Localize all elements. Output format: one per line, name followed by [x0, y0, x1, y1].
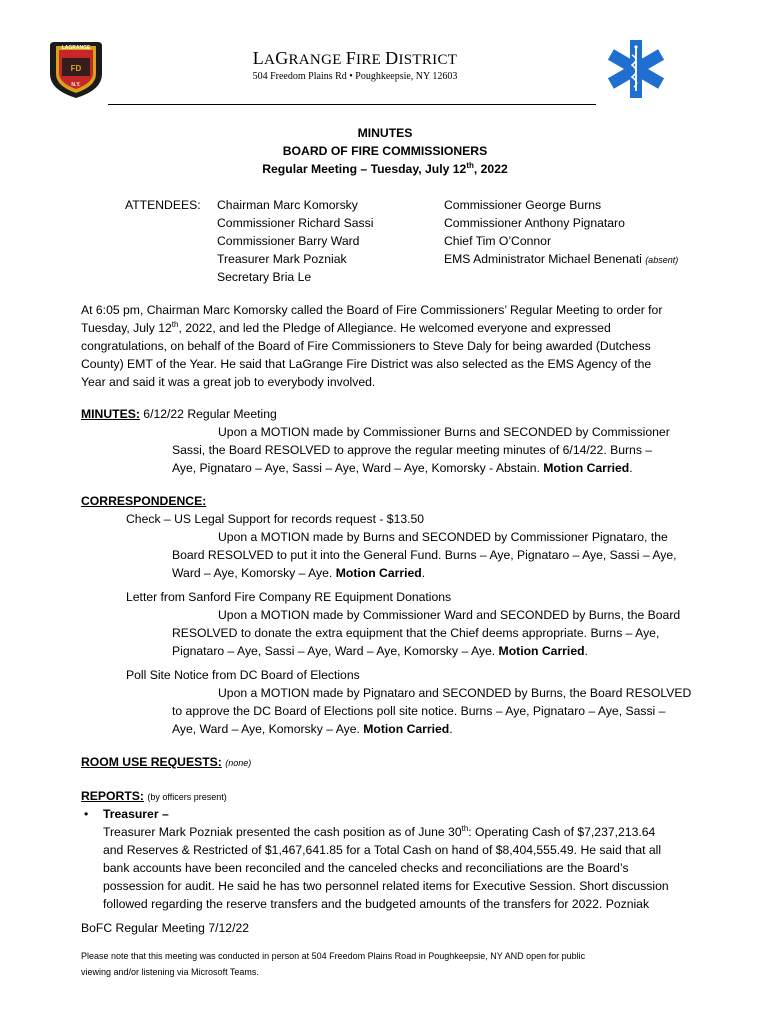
- treasurer-report: Treasurer Mark Pozniak presented the cash position as of June 30th: Operating Cash of $7,237,213.64 and Reserves & Restricted of $1,467,641.85 for a Total Cash on hand of $8,404,555.49. He said that all bank accounts have been reconciled and the canceled checks and reconciliations are the Board’s possession for audit. He said he has two personnel related items for Executive Session. Short discussion followed regarding the reserve transfers and the budgeted amounts of the transfers for 2022. Pozniak: [103, 823, 669, 911]
- attendees-column-2: [444, 196, 744, 269]
- attendees-label: ATTENDEES:: [125, 198, 201, 212]
- motion-text: Upon a MOTION made by Commissioner Burns and SECONDED by Commissioner: [218, 425, 670, 439]
- organization-address: 504 Freedom Plains Rd • Poughkeepsie, NY 12603: [252, 71, 458, 82]
- motion-carried: Motion Carried: [335, 566, 422, 580]
- attendee: Treasurer Mark Pozniak: [217, 252, 347, 266]
- motion-carried: Motion Carried: [498, 644, 585, 658]
- attendee: Chairman Marc Komorsky: [217, 198, 358, 212]
- attendee: Commissioner George Burns: [444, 198, 602, 212]
- bullet-icon: •: [84, 807, 89, 821]
- attendee: Commissioner Barry Ward: [217, 234, 360, 248]
- treasurer-heading: Treasurer –: [103, 807, 169, 821]
- section-heading: MINUTES:: [81, 407, 140, 421]
- doc-title-meeting: Regular Meeting – Tuesday, July 12th, 2022: [262, 160, 508, 176]
- organization-name: LAGRANGE FIRE DISTRICT: [252, 48, 458, 68]
- correspondence-heading: CORRESPONDENCE:: [81, 494, 207, 508]
- header-divider: [108, 104, 596, 105]
- correspondence-item-title: Check – US Legal Support for records request - $13.50: [126, 512, 425, 526]
- doc-title-board: BOARD OF FIRE COMMISSIONERS: [282, 144, 488, 158]
- motion-text-cont: Board RESOLVED to put it into the General Fund. Burns – Aye, Pignataro – Aye, Sassi – Aye, Ward – Aye, Komorsky – Aye. Motion Carried.: [172, 548, 677, 580]
- motion-text: Upon a MOTION made by Commissioner Ward and SECONDED by Burns, the Board: [218, 608, 681, 622]
- motion-text-cont: to approve the DC Board of Elections poll site notice. Burns – Aye, Pignataro – Aye, Sassi – Aye, Ward – Aye, Komorsky – Aye. Motion Carried.: [172, 704, 666, 736]
- motion-carried: Motion Carried: [543, 461, 630, 475]
- attendee: EMS Administrator Michael Benenati (absent): [444, 252, 679, 266]
- intro-paragraph: At 6:05 pm, Chairman Marc Komorsky called the Board of Fire Commissioners’ Regular Meeting to order for Tuesday, July 12th, 2022, and led the Pledge of Allegiance. He welcomed everyone and expressed congratulations, on behalf of the Board of Fire Commissioners to Steve Daly for being awarded (Dutchess County) EMT of the Year. He said that LaGrange Fire District was also selected as the EMS Agency of the Year and said it was a great job to everybody involved.: [81, 303, 663, 389]
- svg-text:LAGRANGE: LAGRANGE: [61, 45, 91, 51]
- reports-section: [81, 787, 691, 806]
- motion-text: Upon a MOTION made by Burns and SECONDED by Commissioner Pignataro, the: [218, 530, 668, 544]
- room-use-section: [81, 753, 691, 772]
- motion-text-cont: RESOLVED to donate the extra equipment that the Chief deems appropriate. Burns – Aye, Pignataro – Aye, Sassi – Aye, Ward – Aye, Komorsky – Aye. Motion Carried.: [172, 626, 660, 658]
- doc-title-minutes: MINUTES: [357, 126, 413, 140]
- section-heading: ROOM USE REQUESTS:: [81, 755, 222, 769]
- minutes-section: MINUTES: 6/12/22 Regular Meeting: [81, 407, 277, 421]
- section-heading: REPORTS:: [81, 789, 144, 803]
- correspondence-item-title: Letter from Sanford Fire Company RE Equipment Donations: [126, 590, 452, 604]
- motion-carried: Motion Carried: [363, 722, 450, 736]
- reports-note: (by officers present): [147, 792, 227, 802]
- correspondence-item-title: Poll Site Notice from DC Board of Elections: [126, 668, 360, 682]
- motion-text-cont: Sassi, the Board RESOLVED to approve the regular meeting minutes of 6/14/22. Burns – Aye, Pignataro – Aye, Sassi – Aye, Ward – Aye, Komorsky - Abstain. Motion Carried.: [172, 443, 653, 475]
- attendee: Commissioner Anthony Pignataro: [444, 216, 625, 230]
- attendee: Secretary Bria Le: [217, 270, 312, 284]
- attendee: Chief Tim O’Connor: [444, 234, 552, 248]
- footer-meeting-label: BoFC Regular Meeting 7/12/22: [81, 921, 250, 935]
- svg-text:FD: FD: [70, 64, 82, 73]
- svg-text:N.Y.: N.Y.: [71, 82, 81, 88]
- attendee: Commissioner Richard Sassi: [217, 216, 374, 230]
- motion-text: Upon a MOTION made by Pignataro and SECONDED by Burns, the Board RESOLVED: [218, 686, 692, 700]
- absent-note: (absent): [645, 255, 679, 265]
- none-note: (none): [225, 758, 252, 768]
- attendees-column-1: [217, 196, 437, 286]
- footer-note: Please note that this meeting was conducted in person at 504 Freedom Plains Road in Poughkeepsie, NY AND open for public viewing and/or listening via Microsoft Teams.: [81, 951, 586, 977]
